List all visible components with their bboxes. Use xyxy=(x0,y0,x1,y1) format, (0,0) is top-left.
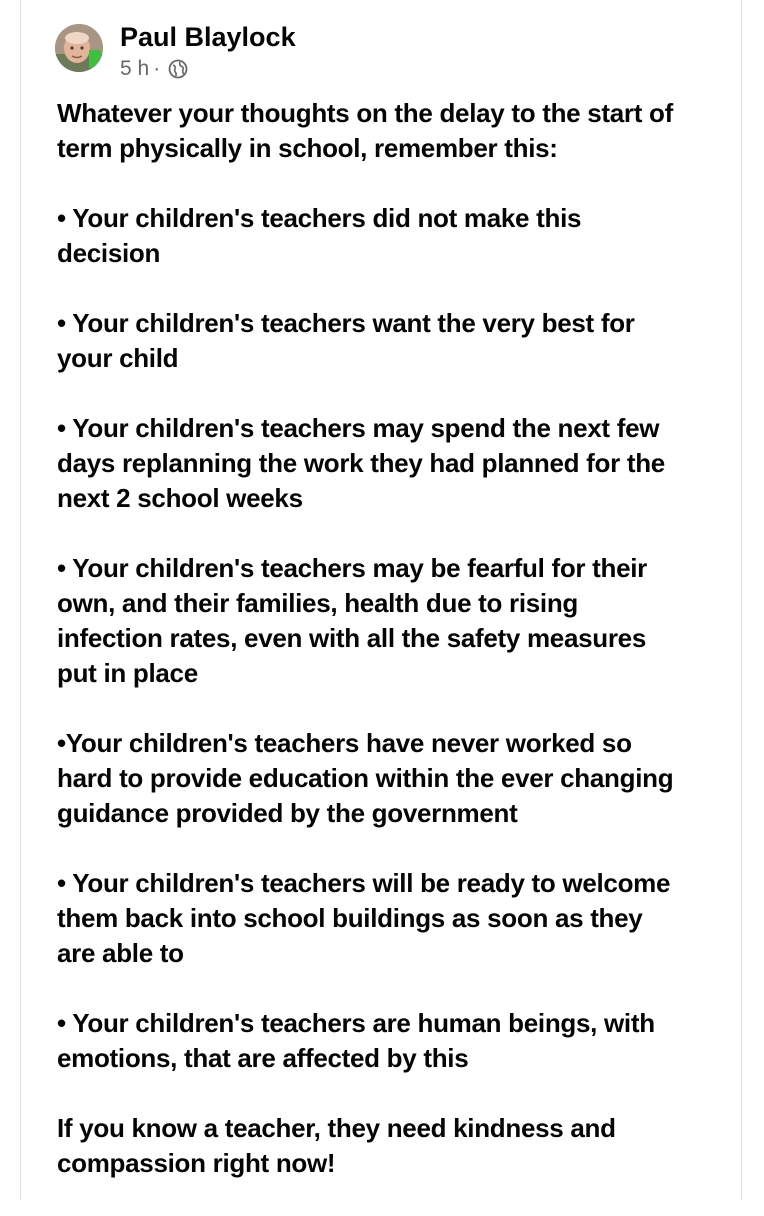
meta-separator: · xyxy=(153,57,161,80)
post-card xyxy=(20,0,742,1200)
post-paragraph: • Your children's teachers may spend the next few days replanning the work they had planned for the next 2 school weeks xyxy=(57,413,665,513)
post-paragraph: • Your children's teachers want the very best for your child xyxy=(57,308,635,373)
post-paragraph: • Your children's teachers may be fearful for their own, and their families, health due to rising infection rates, even with all the safety measures put in place xyxy=(57,553,647,688)
author-name[interactable]: Paul Blaylock xyxy=(120,22,296,52)
post-body xyxy=(57,96,747,1216)
post-paragraph: If you know a teacher, they need kindness and compassion right now! xyxy=(57,1113,616,1178)
post-meta xyxy=(120,57,188,81)
post-header xyxy=(55,22,735,92)
avatar[interactable] xyxy=(55,24,103,72)
post-timestamp[interactable]: 5 h xyxy=(120,57,150,80)
avatar-photo xyxy=(55,24,103,72)
post-paragraph: •Your children's teachers have never worked so hard to provide education within the ever changing guidance provided by the government xyxy=(57,728,674,828)
globe-icon[interactable] xyxy=(168,59,188,79)
post-paragraph: • Your children's teachers did not make this decision xyxy=(57,203,582,268)
post-paragraph: • Your children's teachers are human beings, with emotions, that are affected by this xyxy=(57,1008,655,1073)
post-paragraph: • Your children's teachers will be ready to welcome them back into school buildings as soon as they are able to xyxy=(57,868,671,968)
post-paragraph: Whatever your thoughts on the delay to the start of term physically in school, remember this: xyxy=(57,98,673,163)
